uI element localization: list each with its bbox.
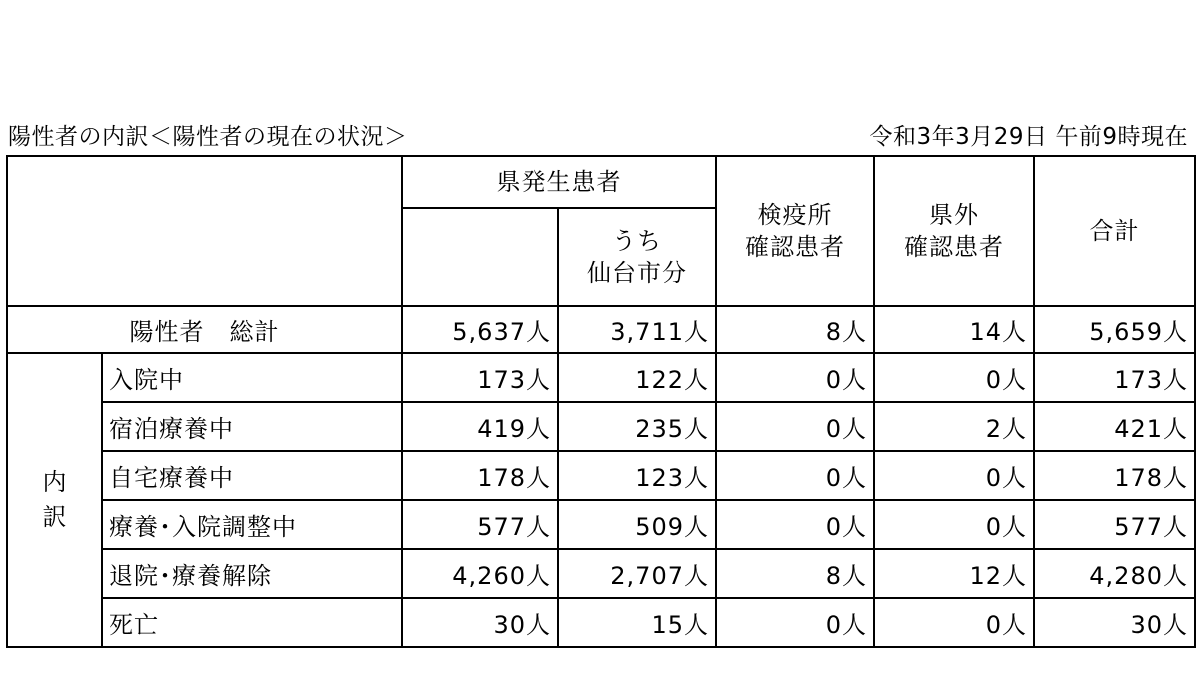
- row-label: 自宅療養中: [102, 451, 402, 500]
- cell-quarantine: 0人: [716, 402, 874, 451]
- row-label: 死亡: [102, 598, 402, 647]
- cell-outside: 0人: [874, 500, 1034, 549]
- cell-quarantine: 0人: [716, 500, 874, 549]
- col-header-quarantine: [716, 156, 874, 306]
- breakdown-group-label: [7, 353, 102, 647]
- corner-cell: [7, 156, 402, 306]
- table-row: [7, 451, 1195, 500]
- col-header-outside-line1: 県外: [929, 200, 979, 229]
- positive-cases-table: [6, 155, 1196, 648]
- cell-pref: 30人: [402, 598, 558, 647]
- table-row: [7, 353, 1195, 402]
- table-row: [7, 598, 1195, 647]
- cell-sendai: 235人: [558, 402, 716, 451]
- as-of-date: 令和3年3月29日 午前9時現在: [869, 124, 1188, 150]
- cell-sendai: 2,707人: [558, 549, 716, 598]
- cell-quarantine: 0人: [716, 598, 874, 647]
- cell-sendai: 123人: [558, 451, 716, 500]
- cell-quarantine: 0人: [716, 353, 874, 402]
- cell-total: 178人: [1034, 451, 1195, 500]
- table-title: 陽性者の内訳＜陽性者の現在の状況＞: [8, 124, 408, 150]
- cell-outside: 0人: [874, 451, 1034, 500]
- total-pref-cell: 5,637人: [402, 306, 558, 353]
- cell-outside: 12人: [874, 549, 1034, 598]
- cell-quarantine: 0人: [716, 451, 874, 500]
- total-quarantine-cell: 8人: [716, 306, 874, 353]
- header-row-1: [7, 156, 1195, 208]
- cell-total: 577人: [1034, 500, 1195, 549]
- row-label: 入院中: [102, 353, 402, 402]
- cell-pref: 173人: [402, 353, 558, 402]
- col-header-sendai: [558, 208, 716, 306]
- row-label: 療養･入院調整中: [102, 500, 402, 549]
- cell-total: 421人: [1034, 402, 1195, 451]
- cell-outside: 0人: [874, 353, 1034, 402]
- cell-pref: 577人: [402, 500, 558, 549]
- table-row: [7, 549, 1195, 598]
- total-row-label: 陽性者 総計: [7, 306, 402, 353]
- total-sendai-cell: 3,711人: [558, 306, 716, 353]
- cell-sendai: 15人: [558, 598, 716, 647]
- col-header-pref: 県発生患者: [402, 156, 716, 208]
- col-header-quarantine-line2: 確認患者: [745, 233, 845, 261]
- cell-pref: 178人: [402, 451, 558, 500]
- col-header-outside-line2: 確認患者: [904, 233, 1004, 261]
- col-header-sendai-line2: 仙台市分: [587, 259, 687, 287]
- table-row: [7, 500, 1195, 549]
- cell-total: 173人: [1034, 353, 1195, 402]
- pref-subcell-blank: [402, 208, 558, 306]
- cell-sendai: 509人: [558, 500, 716, 549]
- total-sum-cell: 5,659人: [1034, 306, 1195, 353]
- cell-pref: 4,260人: [402, 549, 558, 598]
- cell-total: 30人: [1034, 598, 1195, 647]
- cell-total: 4,280人: [1034, 549, 1195, 598]
- breakdown-label-line2: 訳: [42, 503, 67, 531]
- cell-outside: 0人: [874, 598, 1034, 647]
- row-label: 退院･療養解除: [102, 549, 402, 598]
- col-header-total: 合計: [1034, 156, 1195, 306]
- cell-outside: 2人: [874, 402, 1034, 451]
- table-row: [7, 402, 1195, 451]
- total-row: [7, 306, 1195, 353]
- cell-pref: 419人: [402, 402, 558, 451]
- cell-sendai: 122人: [558, 353, 716, 402]
- col-header-outside: [874, 156, 1034, 306]
- col-header-quarantine-line1: 検疫所: [757, 200, 833, 229]
- cell-quarantine: 8人: [716, 549, 874, 598]
- total-outside-cell: 14人: [874, 306, 1034, 353]
- breakdown-label-line1: 内: [42, 468, 67, 497]
- col-header-sendai-line1: うち: [612, 226, 662, 255]
- row-label: 宿泊療養中: [102, 402, 402, 451]
